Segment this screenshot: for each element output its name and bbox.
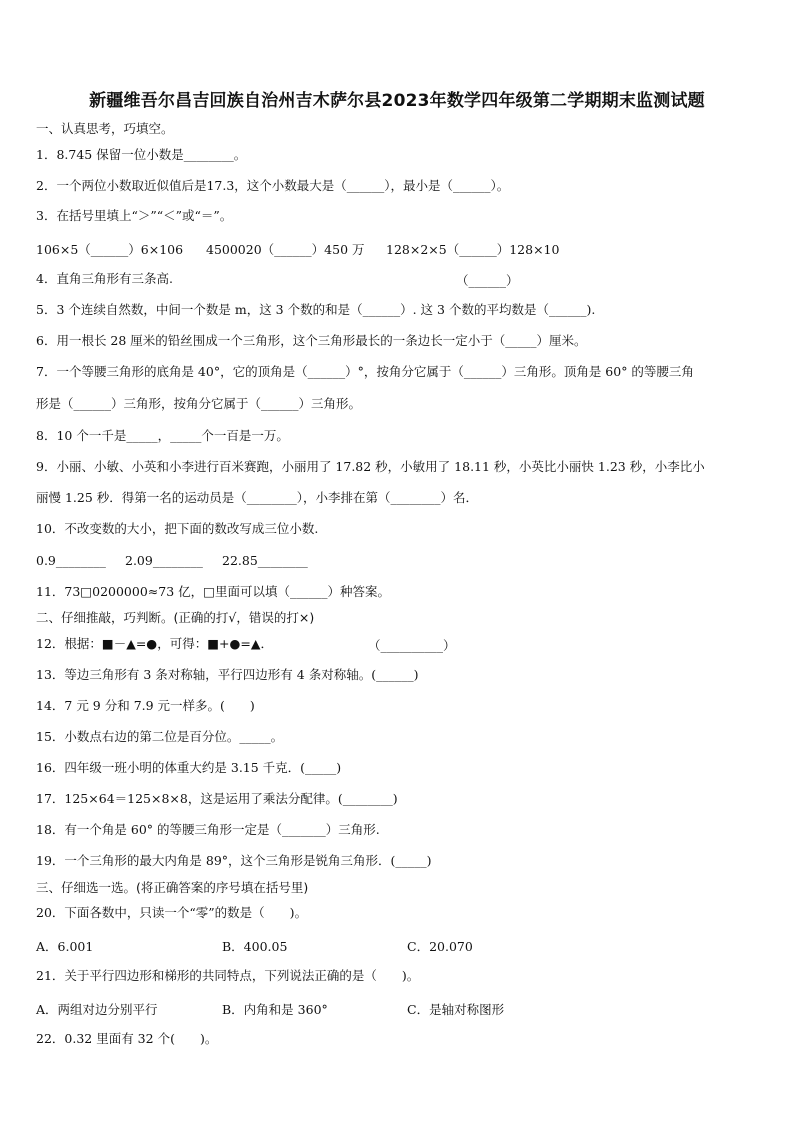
question-22: 22．0.32 里面有 32 个( )。 (36, 1031, 218, 1046)
question-3-item-2: 4500020（______）450 万 (206, 242, 365, 257)
question-9-line-1: 9．小丽、小敏、小英和小李进行百米赛跑，小丽用了 17.82 秒，小敏用了 18.11 秒，小英比小丽快 1.23 秒，小李比小 (36, 459, 705, 474)
question-10: 10．不改变数的大小，把下面的数改写成三位小数. (36, 521, 319, 536)
question-20-option-c: C．20.070 (407, 939, 473, 954)
question-12-answer-blank: （__________） (368, 638, 456, 653)
question-10-item-3: 22.85________ (222, 553, 308, 568)
question-8: 8．10 个一千是_____，_____个一百是一万。 (36, 428, 289, 443)
section-2-heading: 二、仔细推敲，巧判断。(正确的打√，错误的打×) (36, 610, 315, 625)
question-20-option-a: A．6.001 (36, 939, 94, 954)
question-14: 14．7 元 9 分和 7.9 元一样多。( ) (36, 698, 255, 713)
question-12: 12．根据：■－▲=●，可得：■+●=▲． (36, 636, 273, 651)
question-6: 6．用一根长 28 厘米的铅丝围成一个三角形，这个三角形最长的一条边长一定小于（_____）厘米。 (36, 333, 587, 348)
question-10-item-2: 2.09________ (125, 553, 203, 568)
question-4-answer-blank: （______） (456, 273, 519, 288)
question-3: 3．在括号里填上“＞”“＜”或“＝”。 (36, 208, 233, 223)
question-9-line-2: 丽慢 1.25 秒．得第一名的运动员是（________），小李排在第（________）名． (36, 490, 479, 505)
question-21-option-a: A．两组对边分别平行 (36, 1002, 158, 1017)
question-19: 19．一个三角形的最大内角是 89°，这个三角形是锐角三角形．(_____) (36, 853, 432, 868)
question-21-option-c: C．是轴对称图形 (407, 1002, 505, 1017)
question-3-item-1: 106×5（______）6×106 (36, 242, 184, 257)
section-3-heading: 三、仔细选一选。(将正确答案的序号填在括号里) (36, 880, 309, 895)
question-2: 2．一个两位小数取近似值后是17.3，这个小数最大是（______），最小是（______）。 (36, 178, 510, 193)
question-16: 16．四年级一班小明的体重大约是 3.15 千克．(_____) (36, 760, 342, 775)
question-21-option-b: B．内角和是 360° (222, 1002, 328, 1017)
question-18: 18．有一个角是 60° 的等腰三角形一定是（_______）三角形. (36, 822, 380, 837)
question-4: 4．直角三角形有三条高. (36, 271, 173, 286)
question-15: 15．小数点右边的第二位是百分位。_____。 (36, 729, 284, 744)
question-1: 1．8.745 保留一位小数是________。 (36, 147, 247, 162)
question-10-item-1: 0.9________ (36, 553, 106, 568)
question-3-item-3: 128×2×5（______）128×10 (386, 242, 560, 257)
question-17: 17．125×64＝125×8×8，这是运用了乘法分配律。(________) (36, 791, 398, 806)
exam-title: 新疆维吾尔昌吉回族自治州吉木萨尔县2023年数学四年级第二学期期末监测试题 (89, 91, 705, 111)
question-13: 13．等边三角形有 3 条对称轴，平行四边形有 4 条对称轴。(______) (36, 667, 419, 682)
section-1-heading: 一、认真思考，巧填空。 (36, 121, 174, 136)
question-7-line-1: 7．一个等腰三角形的底角是 40°，它的顶角是（______）°，按角分它属于（______）三角形。顶角是 60° 的等腰三角 (36, 364, 694, 379)
question-5: 5．3 个连续自然数，中间一个数是 m，这 3 个数的和是（______）. 这 3 个数的平均数是（______). (36, 302, 596, 317)
question-20-option-b: B．400.05 (222, 939, 288, 954)
question-20: 20．下面各数中，只读一个“零”的数是（ )。 (36, 905, 308, 920)
question-7-line-2: 形是（______）三角形，按角分它属于（______）三角形。 (36, 396, 362, 411)
question-11: 11．73□0200000≈73 亿，□里面可以填（______）种答案。 (36, 584, 390, 599)
question-21: 21．关于平行四边形和梯形的共同特点，下列说法正确的是（ )。 (36, 968, 420, 983)
